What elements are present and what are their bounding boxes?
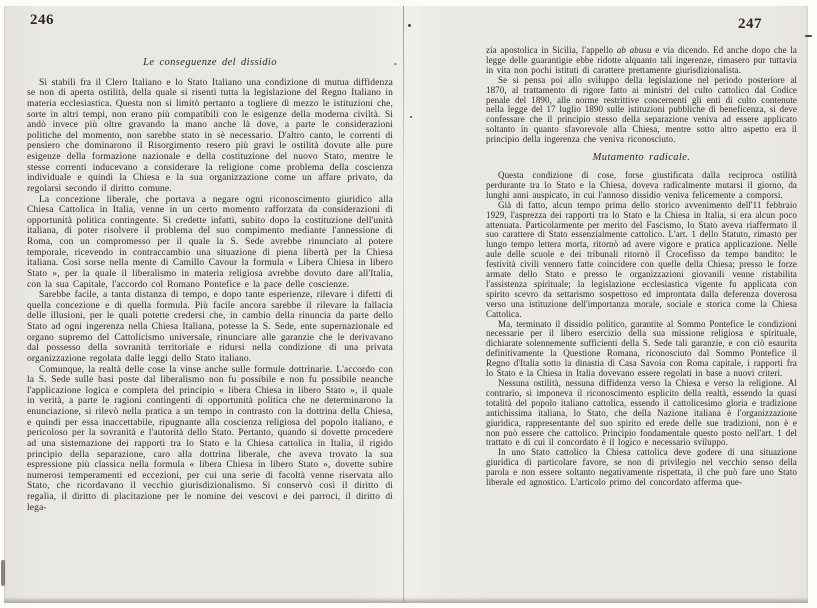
page-left — [4, 6, 403, 601]
page-right-text-column — [486, 46, 797, 488]
page-left-text-column — [27, 58, 393, 513]
paragraph: Già di fatto, alcun tempo prima dello storico avvenimento dell'11 febbraio 1929, l'asprezza dei rapporti tra lo Stato e la Chiesa in Italia, si era alcun poco attenuata. Particolarmente per merito del Fascismo, lo Stato aveva riaffermato il suo carattere di Stato essenzialmente cattolico. L'art. 1 dello Statuto, rimasto per lungo tempo lettera morta, ritornò ad avere vigore e pratica applicazione. Nelle aule delle scuole e dei tribunali ritornò il Crocefisso da tempo bandito: le festività civili vennero fatte coincidere con quelle della Chiesa; presso le forze armate dello Stato e presso le organizzazioni giovanili venne ristabilita l'assistenza spirituale; la legislazione ecclesiastica vigente fu applicata con spirito scevro da settarismo sospettoso ed improntata dalla deferenza doverosa verso una istituzione dell'importanza morale, sociale e storica come la Chiesa Cattolica. — [486, 199, 797, 319]
continuation-pre: zia apostolica in Sicilia, l'appello — [486, 45, 617, 55]
page-number-right: 247 — [738, 16, 762, 32]
latin-phrase-italic: ab abusu — [616, 45, 652, 55]
paragraph: Comunque, la realtà delle cose la vinse anche sulle formule dottrinarie. L'accordo con la S. Sede sulle basi poste dal liberalismo non fu possibile e non fu possibile neanche l'applicazione logica e completa del principio « libera Chiesa in libero Stato », il quale in verità, a parte le ragioni contingenti di opportunità politica che ne determinarono la enunciazione, si rilevò nella pratica a un tempo in contrasto con la dottrina della Chiesa, e quindi per essa inaccettabile, ripugnante alla coscienza religiosa del popolo italiano, e pericoloso per la sovranità e l'autorità dello Stato. Pertanto, quando si dovette procedere ad una sistemazione dei rapporti tra lo Stato e la Chiesa cattolica in Italia, il rigido principio della separazione, caro alla dottrina liberale, che aveva trovato la sua espressione più classica nella formula « libera Chiesa in libero Stato », dovette subire numerosi temperamenti ed eccezioni, per cui una serie di facoltà venne riservata allo Stato, che ricordavano il vecchio giurisdizionalismo. Si conservò così il diritto di regalia, il diritto di placitazione per le nomine dei vescovi e dei parroci, il diritto di lega- — [27, 364, 393, 513]
section-heading-mutamento: Mutamento radicale. — [592, 152, 691, 164]
scan-speck — [408, 24, 411, 27]
page-number-left: 246 — [30, 12, 54, 28]
scan-speck — [410, 116, 412, 118]
page-right — [404, 6, 808, 601]
scan-speck — [1, 560, 5, 586]
scan-speck — [805, 35, 812, 37]
book-scan — [4, 6, 808, 601]
paragraph: Nessuna ostilità, nessuna diffidenza verso la Chiesa e verso la religione. Al contrario, si imponeva il riconoscimento esplicito della realtà, essendo la quasi totalità del popolo italiano cattolica, essendo il cattolicesimo gloria e tradizione antichissima italiana, lo Stato, che della Nazione italiana è l'organizzazione giuridica, rappresentante del suo spirito ed erede delle sue tradizioni, non è e non può essere che cattolico. Principio fondamentale questo posto nell'art. 1 del trattato e di cui il concordato è il logico e necessario sviluppo. — [486, 378, 797, 448]
paragraph: Ma, terminato il dissidio politico, garantite al Sommo Pontefice le condizioni necessarie per il libero esercizio della sua missione religiosa e spirituale, dichiarate solennemente sufficienti della S. Sede tali garanzie, e con ciò esaurita definitivamente la Questione Romana, riconosciuto dal Sommo Pontefice il Regno d'Italia sotto la dinastia di Casa Savoia con Roma capitale, i rapporti fra lo Stato e la Chiesa in Italia dovevano essere regolati in base a nuovi criteri. — [486, 318, 797, 379]
paragraph: Se si pensa poi allo sviluppo della legislazione nel periodo posteriore al 1870, al trattamento di rigore fatto ai ministri del culto cattolico dal Codice penale del 1890, alle norme restrittive concernenti gli enti di culto contenute nella legge del 17 luglio 1890 sulle istituzioni pubbliche di beneficenza, si deve confessare che il principio stesso della separazione veniva ad essere applicato soltanto in quanto sfavorevole alla Chiesa, mentre sotto altro aspetto era il principio della ingerenza che veniva riconosciuto. — [486, 74, 797, 145]
paragraph: In uno Stato cattolico la Chiesa cattolica deve godere di una situazione giuridica di particolare favore, se non di privilegio nel vecchio senso della parola e non essere soltanto negativamente rispettata, il che può fare uno Stato liberale ed agnostico. L'articolo primo del concordato afferma que- — [486, 447, 797, 488]
scan-speck — [394, 63, 397, 65]
paragraph: Sarebbe facile, a tanta distanza di tempo, e dopo tante esperienze, rilevare i difetti di quella concezione e di quella formula. Più facile ancora sarebbe il rilevare la fallacia delle illusioni, per le quali potette credersi che, in cambio della rinuncia da parte dello Stato ad ogni ingerenza nella Chiesa Italiana, potesse la S. Sede, ente supernazionale ed organo supremo del Cattolicismo universale, rinunciare alle garanzie che le derivavano dal possesso della sovranità territoriale e ridursi nella condizione di una privata organizzazione regolata dalle leggi dello Stato italiano. — [27, 290, 393, 364]
paragraph: La concezione liberale, che portava a negare ogni riconoscimento giuridico alla Chiesa Cattolica in Italia, venne in un certo momento rafforzata da considerazioni di opportunità politica contingente. Si credette infatti, subito dopo la costituzione dell'unità italiana, di poter risolvere il problema del suo compimento mediante l'annessione di Roma, con un compromesso per il quale la S. Sede avrebbe rinunciato al potere temporale, ricevendo in contraccambio una situazione di piena libertà per la Chiesa italiana. Così sorse nella mente di Camillo Cavour la formula « Libera Chiesa in libero Stato », per la quale il liberalismo in materia religiosa avrebbe dovuto dare all'Italia, con la sua Capitale, l'accordo col Romano Pontefice e la pace delle coscienze. — [27, 194, 393, 290]
paragraph: Si stabilì fra il Clero Italiano e lo Stato Italiano una condizione di mutua diffidenza se non di aperta ostilità, della quale si risentì tutta la legislazione del Regno Italiano in materia ecclesiastica. Questa non si limitò pertanto a togliere di mezzo le istituzioni che, sorte in altri tempi, non erano più compatibili con le esigenze della moderna civiltà. Si andò invece più oltre gravando la mano anche là dove, a parte le considerazioni politiche del momento, non sarebbe stato in sè necessario. D'altro canto, le correnti di pensiero che dominarono il Risorgimento resero più gravi le ostilità dovute alle pure esigenze della formazione nazionale e della costituzione del nuovo Stato, mentre le stesse correnti inducevano a considerare la religione come problema della coscienza individuale e quindi la Chiesa e la sua organizzazione come un affare privato, da regolarsi secondo il diritto comune. — [27, 77, 393, 194]
section-heading-conseguenze: Le conseguenze del dissidio — [143, 57, 277, 68]
continuation-post: e via dicendo. Ed anche dopo che la legge delle guarantigie ebbe ridotte alquanto tali ingerenze, rimasero pur tuttavia in vita non pochi istituti di carattere prettamente giurisdizionalista. — [486, 45, 797, 75]
paragraph-continuation — [486, 46, 797, 76]
paragraph: Questa condizione di cose, forse giustificata dalla reciproca ostilità perdurante tra lo Stato e la Chiesa, doveva radicalmente mutarsi il giorno, da lunghi anni auspicato, in cui l'annoso dissidio veniva felicemente a comporsi. — [486, 169, 797, 200]
